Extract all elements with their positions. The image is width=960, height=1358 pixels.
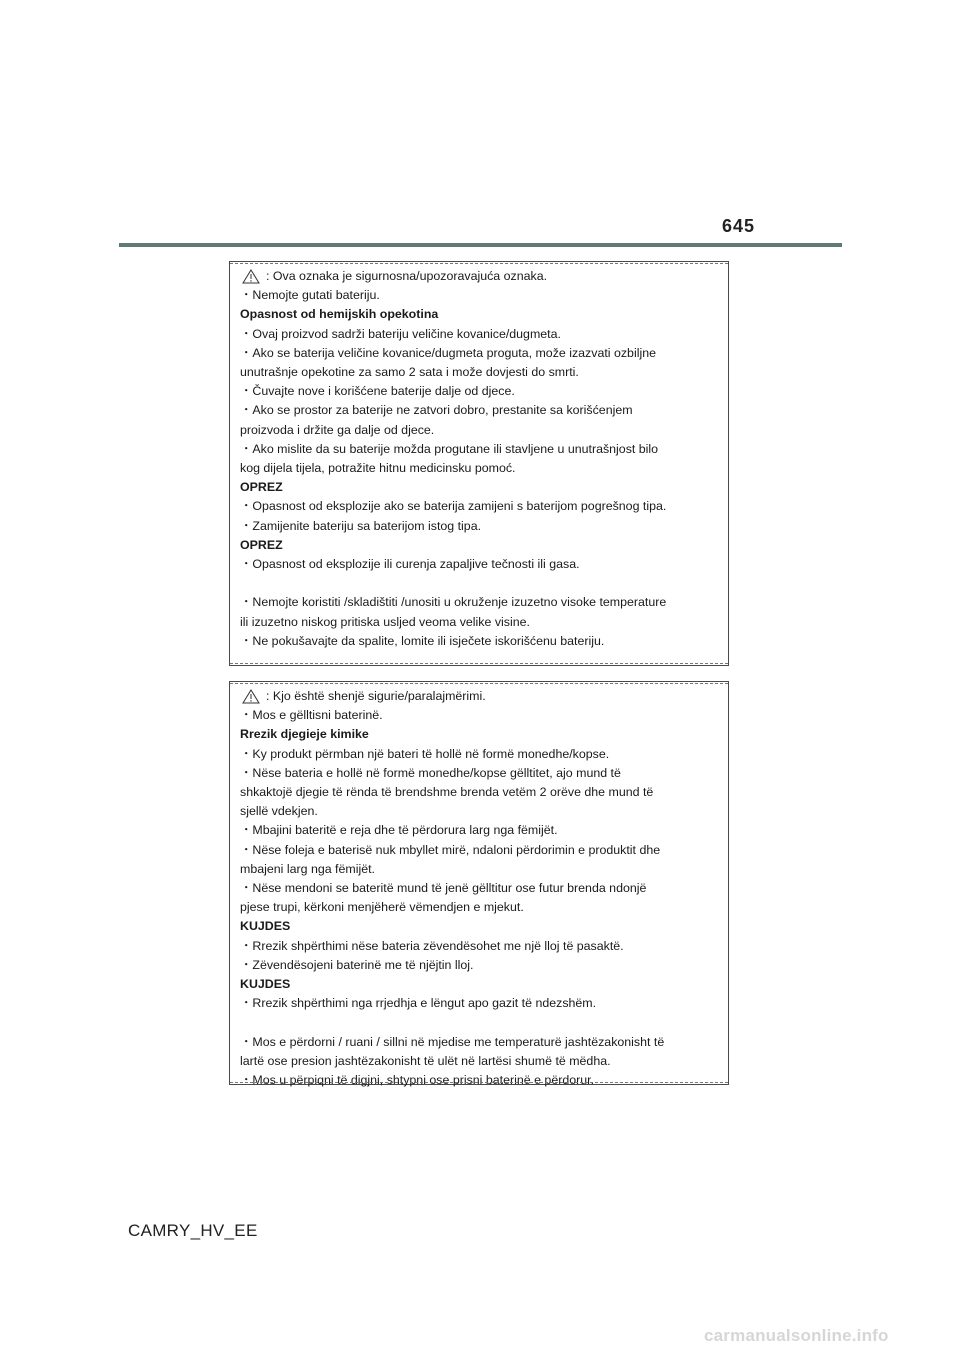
text-line: ・Mos e gëlltisni baterinë.	[240, 708, 383, 723]
text-line: ・Ako se baterija veličine kovanice/dugmeta proguta, može izazvati ozbiljne	[240, 345, 656, 360]
notice-box-albanian	[229, 681, 729, 1088]
text-line: ・Mos u përpiqni të digjni, shtypni ose prisni baterinë e përdorur.	[240, 1073, 595, 1088]
text-line: ・Nëse mendoni se bateritë mund të jenë gëlltitur ose futur brenda ndonjë	[240, 881, 647, 896]
notice-lines	[240, 706, 718, 1090]
text-line: ・Ako mislite da su baterije možda progutane ili stavljene u unutrašnjost bilo	[240, 441, 659, 456]
blank-line	[240, 574, 718, 593]
text-line: ・Zamijenite bateriju sa baterijom istog tipa.	[240, 518, 482, 533]
text-line: ・Nemojte koristiti /skladištiti /unositi u okruženje izuzetno visoke temperature	[240, 595, 667, 610]
section-heading: OPREZ	[240, 537, 283, 552]
text-line: ili izuzetno niskog pritiska usljed veoma velike visine.	[240, 614, 530, 629]
text-line: kog dijela tijela, potražite hitnu medicinsku pomoć.	[240, 461, 516, 476]
text-line: sjellë vdekjen.	[240, 804, 318, 819]
text-line: ・Čuvajte nove i korišćene baterije dalje od djece.	[240, 384, 515, 399]
warning-text: : Ova oznaka je sigurnosna/upozoravajuća oznaka.	[266, 269, 548, 283]
section-heading: Opasnost od hemijskih opekotina	[240, 307, 439, 322]
text-line: ・Mbajini bateritë e reja dhe të përdorura larg nga fëmijët.	[240, 823, 558, 838]
text-line: ・Opasnost od eksplozije ako se baterija zamijeni s baterijom pogrešnog tipa.	[240, 499, 667, 514]
blank-line	[240, 1013, 718, 1032]
text-line: pjese trupi, kërkoni menjëherë vëmendjen e mjekut.	[240, 900, 524, 915]
warning-line	[240, 687, 718, 706]
text-line: ・Ako se prostor za baterije ne zatvori dobro, prestanite sa korišćenjem	[240, 403, 633, 418]
page-number: 645	[722, 216, 756, 236]
text-line: ・Nëse foleja e baterisë nuk mbyllet mirë, ndaloni përdorimin e produktit dhe	[240, 842, 661, 857]
watermark[interactable]: carmanualsonline.info	[704, 1326, 889, 1345]
notice-lines	[240, 286, 718, 651]
section-heading: KUJDES	[240, 977, 291, 992]
text-line: ・Ovaj proizvod sadrži bateriju veličine kovanice/dugmeta.	[240, 326, 561, 341]
warning-triangle-icon	[242, 689, 260, 704]
footer-code: CAMRY_HV_EE	[128, 1221, 258, 1240]
text-line: ・Ne pokušavajte da spalite, lomite ili isječete iskorišćenu bateriju.	[240, 633, 605, 648]
warning-text: : Kjo është shenjë sigurie/paralajmërimi.	[266, 689, 486, 703]
section-heading: Rrezik djegieje kimike	[240, 727, 369, 742]
text-line: ・Ky produkt përmban një bateri të hollë në formë monedhe/kopse.	[240, 746, 610, 761]
text-line: ・Rrezik shpërthimi nga rrjedhja e lëngut apo gazit të ndezshëm.	[240, 996, 597, 1011]
text-line: ・Zëvendësojeni baterinë me të njëjtin lloj.	[240, 957, 474, 972]
warning-triangle-icon	[242, 269, 260, 284]
text-line: ・Rrezik shpërthimi nëse bateria zëvendësohet me një lloj të pasaktë.	[240, 938, 624, 953]
header-rule	[119, 243, 842, 247]
text-line: mbajeni larg nga fëmijët.	[240, 861, 375, 876]
text-line: ・Mos e përdorni / ruani / sillni në mjedise me temperaturë jashtëzakonisht të	[240, 1034, 665, 1049]
text-line: proizvoda i držite ga dalje od djece.	[240, 422, 435, 437]
text-line: ・Opasnost od eksplozije ili curenja zapaljive tečnosti ili gasa.	[240, 557, 580, 572]
text-line: unutrašnje opekotine za samo 2 sata i može dovjesti do smrti.	[240, 365, 579, 380]
section-heading: OPREZ	[240, 480, 283, 495]
section-heading: KUJDES	[240, 919, 291, 934]
text-line: shkaktojë djegie të rënda të brendshme brenda vetëm 2 orëve dhe mund të	[240, 785, 654, 800]
warning-line	[240, 267, 718, 286]
text-line: ・Nëse bateria e hollë në formë monedhe/kopse gëlltitet, ajo mund të	[240, 765, 621, 780]
text-line: lartë ose presion jashtëzakonisht të ulët në lartësi shumë të mëdha.	[240, 1053, 611, 1068]
notice-box-bosnian	[229, 261, 729, 666]
text-line: ・Nemojte gutati bateriju.	[240, 288, 380, 303]
